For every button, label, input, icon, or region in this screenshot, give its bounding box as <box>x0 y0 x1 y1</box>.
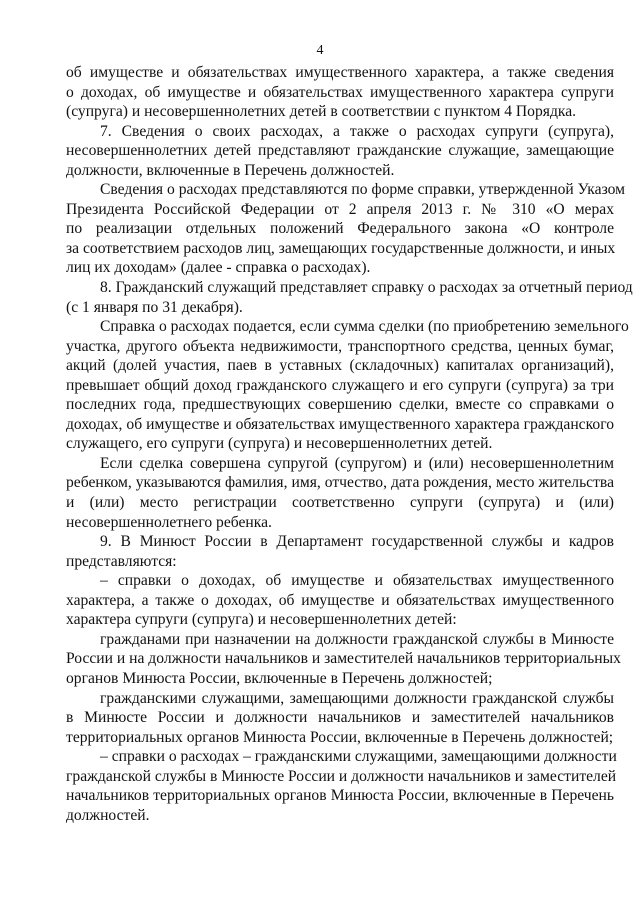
paragraph <box>66 747 617 825</box>
text-line: (с 1 января по 31 декабря). <box>66 298 243 316</box>
text-line: гражданской службы в Минюсте России и должности начальников и заместителей <box>66 767 617 785</box>
text-line: несовершеннолетних детей представляют гражданские служащие, замещающие <box>66 142 614 160</box>
text-line: несовершеннолетнего ребенка. <box>66 513 272 531</box>
paragraph <box>66 454 614 532</box>
text-line: гражданами при назначении на должности гражданской службы в Минюсте <box>100 630 614 648</box>
paragraph <box>66 180 626 278</box>
paragraph <box>66 317 629 454</box>
text-line: 9. В Минюст России в Департамент государственной службы и кадров <box>100 533 614 551</box>
text-line: – справки о доходах, об имуществе и обязательствах имущественного <box>100 572 614 590</box>
text-line: акций (долей участия, паев в уставных (складочных) капиталах организаций), <box>66 357 614 375</box>
text-line: о доходах, об имуществе и обязательствах имущественного характера супруги <box>66 83 614 101</box>
text-line: должности, включенные в Перечень должностей. <box>66 161 395 179</box>
text-line: 7. Сведения о своих расходах, а также о расходах супруги (супруга), <box>100 122 614 140</box>
text-line: в Минюсте России и должности начальников и заместителей начальников <box>66 709 614 727</box>
text-line: Президента Российской Федерации от 2 апреля 2013 г. № 310 «О мерах <box>66 200 614 218</box>
paragraph <box>66 532 614 571</box>
paragraph <box>66 122 614 181</box>
text-line: Сведения о расходах представляются по форме справки, утвержденной Указом <box>100 181 626 199</box>
text-line: органов Минюста России, включенные в Перечень должностей; <box>66 669 493 687</box>
text-line: и (или) место регистрации соответственно супруги (супруга) и (или) <box>66 494 614 512</box>
text-line: служащего, его супруги (супруга) и несовершеннолетних детей. <box>66 435 493 453</box>
text-line: об имуществе и обязательствах имущественного характера, а также сведения <box>66 64 614 81</box>
text-line: должностей. <box>66 806 150 824</box>
text-line: – справки о расходах – гражданскими служащими, замещающими должности <box>100 748 617 766</box>
paragraph <box>66 571 614 630</box>
text-line: территориальных органов Минюста России, включенные в Перечень должностей; <box>66 728 614 746</box>
text-line: по реализации отдельных положений Федерального закона «О контроле <box>66 220 614 238</box>
text-line: начальников территориальных органов Минюста России, включенные в Перечень <box>66 787 614 805</box>
paragraph <box>66 630 621 689</box>
text-line: 8. Гражданский служащий представляет справку о расходах за отчетный период <box>100 279 633 297</box>
text-line: характера, а также о доходах, об имуществе и обязательствах имущественного <box>66 591 614 609</box>
page-number: 4 <box>316 43 324 58</box>
document-body <box>66 63 633 825</box>
text-line: доходах, об имуществе и обязательствах имущественного характера гражданского <box>66 415 614 433</box>
text-line: последних года, предшествующих совершению сделки, вместе со справками о <box>66 396 614 414</box>
text-line: лиц их доходам» (далее - справка о расходах). <box>66 259 371 277</box>
paragraph <box>66 63 614 122</box>
text-line: превышает общий доход гражданского служащего и его супруги (супруга) за три <box>66 376 614 394</box>
text-line: Если сделка совершена супругой (супругом) и (или) несовершеннолетним <box>100 454 614 472</box>
text-line: (супруга) и несовершеннолетних детей в соответствии с пунктом 4 Порядка. <box>66 103 577 121</box>
paragraph <box>66 278 633 317</box>
text-line: за соответствием расходов лиц, замещающих государственные должности, и иных <box>66 239 616 257</box>
text-line: ребенком, указываются фамилия, имя, отчество, дата рождения, место жительства <box>66 474 614 492</box>
paragraph <box>66 689 614 748</box>
text-line: участка, другого объекта недвижимости, транспортного средства, ценных бумаг, <box>66 337 614 355</box>
text-line: представляются: <box>66 552 177 570</box>
text-line: характера супруги (супруга) и несовершеннолетних детей: <box>66 611 457 629</box>
text-line: гражданскими служащими, замещающими должности гражданской службы <box>100 689 614 707</box>
text-line: России и на должности начальников и заместителей начальников территориальных <box>66 650 621 668</box>
text-line: Справка о расходах подается, если сумма сделки (по приобретению земельного <box>100 318 629 336</box>
